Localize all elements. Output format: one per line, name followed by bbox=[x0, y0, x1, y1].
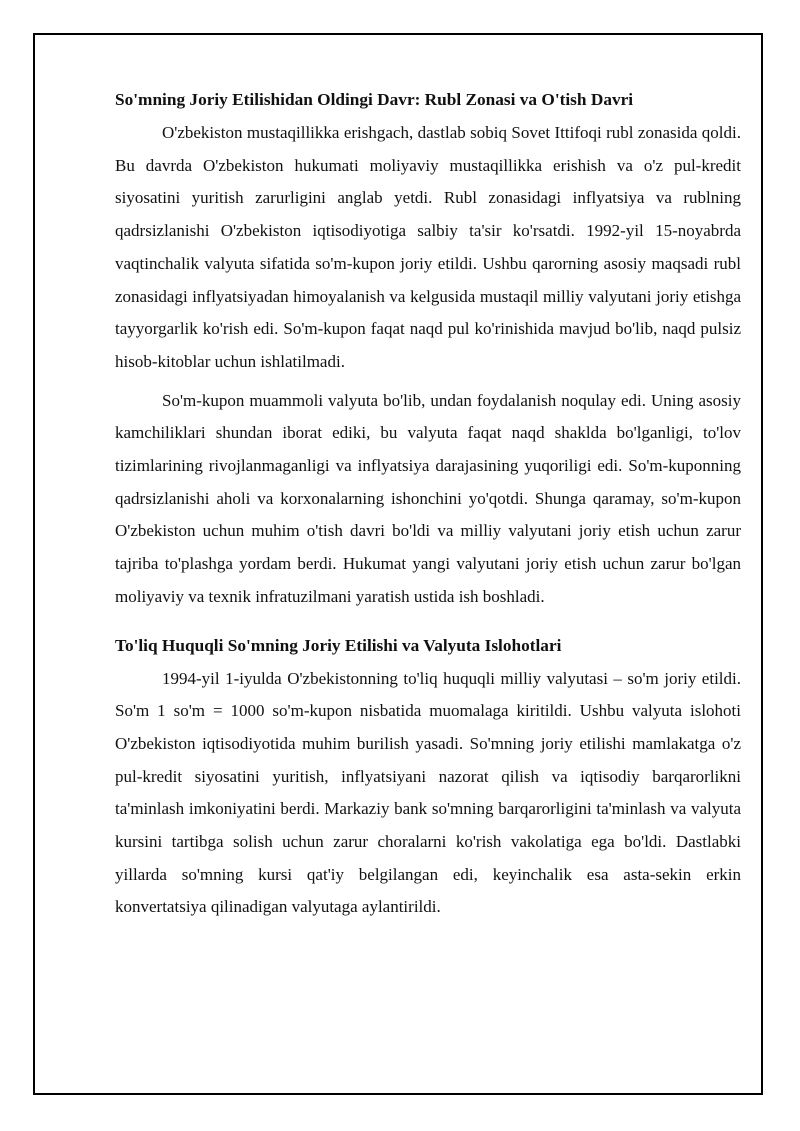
section-heading: To'liq Huquqli So'mning Joriy Etilishi va Valyuta Islohotlari bbox=[115, 635, 562, 655]
paragraph: O'zbekiston mustaqillikka erishgach, dastlab sobiq Sovet Ittifoqi rubl zonasida qoldi. Bu davrda O'zbekiston hukumati moliyaviy mustaqillikka erishish va o'z pul-kredit siyosatini yuritish zarurligini anglab yetdi. Rubl zonasidagi inflyatsiya va rublning qadrsizlanishi O'zbekiston iqtisodiyotiga salbiy ta'sir ko'rsatdi. 1992-yil 15-noyabrda vaqtinchalik valyuta sifatida so'm-kupon joriy etildi. Ushbu qarorning asosiy maqsadi rubl zonasidagi inflyatsiyadan himoyalanish va kelgusida mustaqil milliy valyutani joriy etishga tayyorgarlik ko'rish edi. So'm-kupon faqat naqd pul ko'rinishida mavjud bo'lib, naqd pulsiz hisob-kitoblar uchun ishlatilmadi. bbox=[115, 123, 741, 371]
paragraph: So'm-kupon muammoli valyuta bo'lib, undan foydalanish noqulay edi. Uning asosiy kamchiliklari shundan iborat ediki, bu valyuta faqat naqd shaklda bo'lganligi, to'lov tizimlarining rivojlanmaganligi va inflyatsiya darajasining yuqoriligi edi. So'm-kuponning qadrsizlanishi aholi va korxonalarning ishonchini yo'qotdi. Shunga qaramay, so'm-kupon O'zbekiston uchun muhim o'tish davri bo'ldi va milliy valyutani joriy etish uchun zarur tajriba to'plashga yordam berdi. Hukumat yangi valyutani joriy etish uchun zarur bo'lgan moliyaviy va texnik infratuzilmani yaratish ustida ish boshladi. bbox=[115, 390, 741, 606]
paragraph: 1994-yil 1-iyulda O'zbekistonning to'liq huquqli milliy valyutasi – so'm joriy etildi. So'm 1 so'm = 1000 so'm-kupon nisbatida muomalaga kiritildi. Ushbu valyuta islohoti O'zbekiston iqtisodiyotida muhim burilish yasadi. So'mning joriy etilishi mamlakatga o'z pul-kredit siyosatini yuritish, inflyatsiyani nazorat qilish va iqtisodiy barqarorlikni ta'minlash imkoniyatini berdi. Markaziy bank so'mning barqarorligini ta'minlash va valyuta kursini tartibga solish uchun zarur choralarni ko'rish vakolatiga ega bo'ldi. Dastlabki yillarda so'mning kursi qat'iy belgilangan edi, keyinchalik esa asta-sekin erkin konvertatsiya qilinadigan valyutaga aylantirildi. bbox=[115, 668, 741, 917]
section-heading: So'mning Joriy Etilishidan Oldingi Davr: Rubl Zonasi va O'tish Davri bbox=[115, 90, 634, 109]
document-body bbox=[115, 84, 741, 924]
